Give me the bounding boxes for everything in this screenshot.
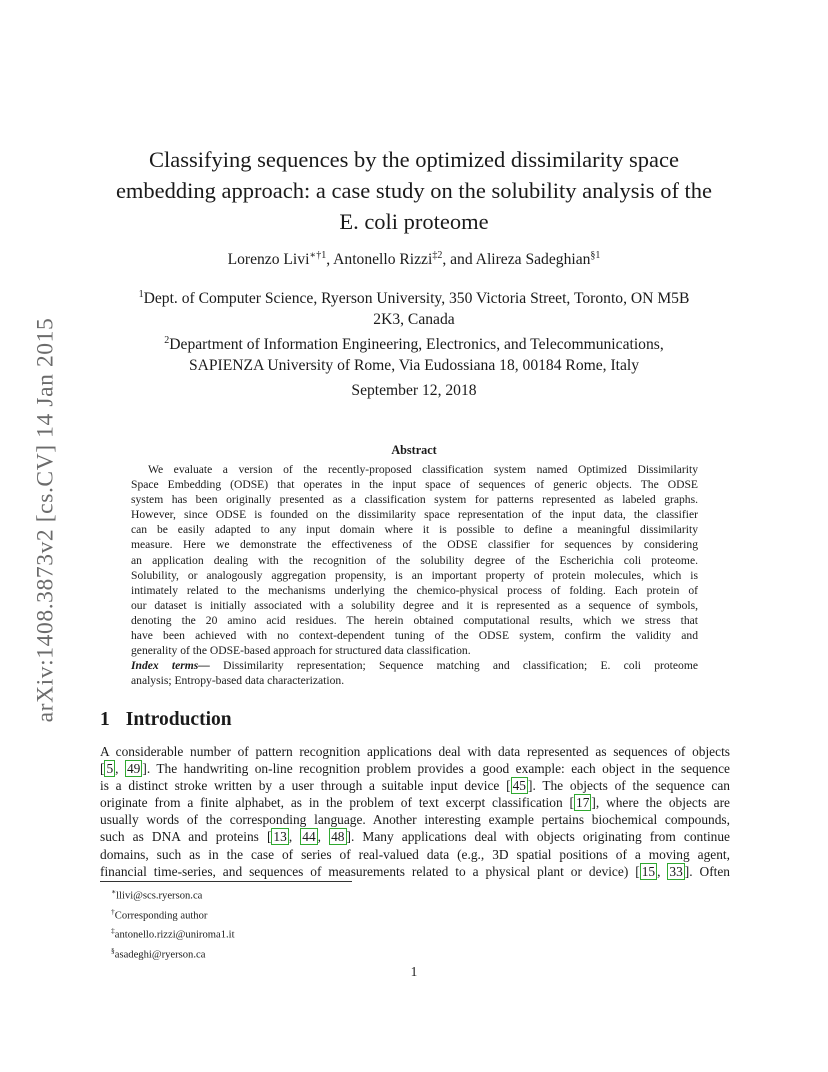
author-marks: ‡2 <box>432 250 443 261</box>
citation-link[interactable]: 5 <box>106 761 114 777</box>
citation-link[interactable]: 13 <box>273 829 287 845</box>
affiliation-line <box>60 330 768 355</box>
abstract-line: generality of the ODSE-based approach for structured data classification. <box>131 644 471 658</box>
footnote-text: antonello.rizzi@uniroma1.it <box>114 929 235 941</box>
footnote <box>111 904 235 924</box>
body-text: , where the objects are <box>595 795 730 811</box>
title-line: E. coli proteome <box>339 209 489 234</box>
abstract-line: system has been originally presented as a classification system for patterns represented as labeled graphs. <box>131 493 698 507</box>
affiliations <box>60 284 768 376</box>
abstract-heading: Abstract <box>391 443 437 457</box>
affiliation-line: SAPIENZA University of Rome, Via Eudossiana 18, 00184 Rome, Italy <box>188 357 640 375</box>
body-text: financial time-series, and sequences of measurements related to a physical plant or device) <box>100 863 636 879</box>
title-line: embedding approach: a case study on the solubility analysis of the <box>115 178 713 203</box>
body-text: . Often <box>689 863 731 879</box>
affiliation-mark: 1 <box>138 289 144 300</box>
body-line: usually words of the corresponding language. Another interesting example pertains biochemical compounds, <box>100 812 730 828</box>
footnote-mark: § <box>111 945 115 955</box>
section-number: 1 <box>100 709 110 730</box>
body-text: . The handwriting on-line recognition problem provides a good example: each object in the sequence <box>146 761 730 777</box>
abstract-line: our dataset is initially associated with a solubility degree and it is represented as a sequence of symbols, <box>131 598 698 612</box>
footnote <box>111 943 235 963</box>
footnote-mark: ‡ <box>111 926 115 936</box>
body-text: originate from a finite alphabet, as in the problem of text excerpt classification <box>100 795 570 811</box>
section-title: Introduction <box>125 709 232 730</box>
affiliation-line <box>60 284 768 309</box>
affiliation-text: Dept. of Computer Science, Ryerson University, 350 Victoria Street, Toronto, ON M5B <box>143 290 690 308</box>
body-line: [ 5 , 49 ]. The handwriting on-line recognition problem provides a good example: each object in the sequence <box>100 761 730 777</box>
footnotes <box>111 884 235 962</box>
author-name: , Antonello Rizzi <box>326 251 433 269</box>
abstract-line: Solubility, or analogously aggregation propensity, is an important property of protein molecules, which is <box>131 568 698 582</box>
affiliation-line: 2K3, Canada <box>373 311 455 329</box>
citation-link[interactable]: 49 <box>126 761 141 777</box>
body-text: . The objects of the sequence can <box>532 778 730 794</box>
author-name: Lorenzo Livi <box>227 251 310 269</box>
citation-link[interactable]: 45 <box>512 778 526 794</box>
footnote <box>111 923 235 943</box>
introduction-text <box>100 743 730 880</box>
footnote-rule <box>100 881 352 882</box>
arxiv-identifier: arXiv:1408.3873v2 [cs.CV] 14 Jan 2015 <box>32 317 59 723</box>
abstract-line: denoting the 20 amino acid residues. The herein obtained computational results, which we stress that <box>131 613 698 627</box>
abstract-line: Space Embedding (ODSE) that operates in the input space of sequences of generic objects. The ODSE <box>131 478 698 492</box>
footnote <box>111 884 235 904</box>
citation-link[interactable]: 15 <box>641 863 656 879</box>
body-text: . Many applications deal with objects originating from continue <box>350 829 730 845</box>
abstract-line: intimately related to the mechanisms underlying the chemico-physical process of folding. Each protein of <box>131 583 698 597</box>
index-terms-label: Index terms— <box>131 659 210 673</box>
body-line: originate from a finite alphabet, as in the problem of text excerpt classification [ 17 ], where the objects are <box>100 795 730 811</box>
abstract-body <box>131 462 698 688</box>
author-name: , and Alireza Sadeghian <box>442 251 591 269</box>
index-terms-continued: analysis; Entropy-based data characterization. <box>131 674 345 688</box>
affiliation-text: Department of Information Engineering, Electronics, and Telecommunications, <box>169 336 664 354</box>
author-list <box>0 250 828 269</box>
abstract-line: We evaluate a version of the recently-proposed classification system named Optimized Dissimilarity <box>148 463 698 476</box>
body-line: financial time-series, and sequences of measurements related to a physical plant or device) [ 15 , 33 ]. Often <box>100 863 731 879</box>
title-line: Classifying sequences by the optimized dissimilarity space <box>149 147 679 172</box>
page-number: 1 <box>410 964 418 979</box>
abstract-line: can be easily adapted to any input domain where it is possible to define a meaningful dissimilarity <box>131 523 698 537</box>
footnote-text: asadeghi@ryerson.ca <box>114 949 206 961</box>
paper-title <box>60 144 768 237</box>
footnote-mark: ∗ <box>111 887 117 896</box>
abstract-line: However, since ODSE is founded on the dissimilarity space representation of the input data, the classifier <box>131 508 698 522</box>
index-terms-text: Dissimilarity representation; Sequence matching and classification; E. coli proteome <box>209 659 698 673</box>
footnote-mark: † <box>111 906 115 916</box>
author-marks: ∗†1 <box>309 250 327 261</box>
abstract-line: an application dealing with the recognition of the solubility degree of the Escherichia coli proteome. <box>131 553 698 567</box>
affiliation-mark: 2 <box>164 335 170 347</box>
index-terms <box>131 658 698 673</box>
body-line: domains, such as in the case of series of real-valued data (e.g., 3D spatial positions of a moving agent, <box>100 846 730 862</box>
body-text: such as DNA and proteins <box>100 829 267 845</box>
citation-link[interactable]: 48 <box>331 829 345 845</box>
citation-link[interactable]: 17 <box>576 795 590 811</box>
paper-date: September 12, 2018 <box>351 382 477 399</box>
citation-link[interactable]: 33 <box>669 863 683 879</box>
body-text: is a distinct stroke written by a user through a suitable input device <box>100 778 507 794</box>
abstract-line: have been achieved with no context-dependent tuning of the ODSE system, confirm the validity and <box>131 629 698 643</box>
citation-link[interactable]: 44 <box>302 829 316 845</box>
body-line: A considerable number of pattern recognition applications deal with data represented as sequences of objects <box>100 744 730 759</box>
section-heading <box>100 709 248 731</box>
body-line: is a distinct stroke written by a user through a suitable input device [ 45 ]. The objects of the sequence can <box>100 778 730 794</box>
footnote-text: Corresponding author <box>114 910 208 922</box>
author-marks: §1 <box>590 250 601 261</box>
abstract-line: measure. Here we demonstrate the effectiveness of the ODSE classifier for sequences by considering <box>131 538 698 552</box>
body-line: such as DNA and proteins [ 13 , 44 , 48 ]. Many applications deal with objects originating from continue <box>100 829 730 845</box>
footnote-text: llivi@scs.ryerson.ca <box>116 890 203 902</box>
